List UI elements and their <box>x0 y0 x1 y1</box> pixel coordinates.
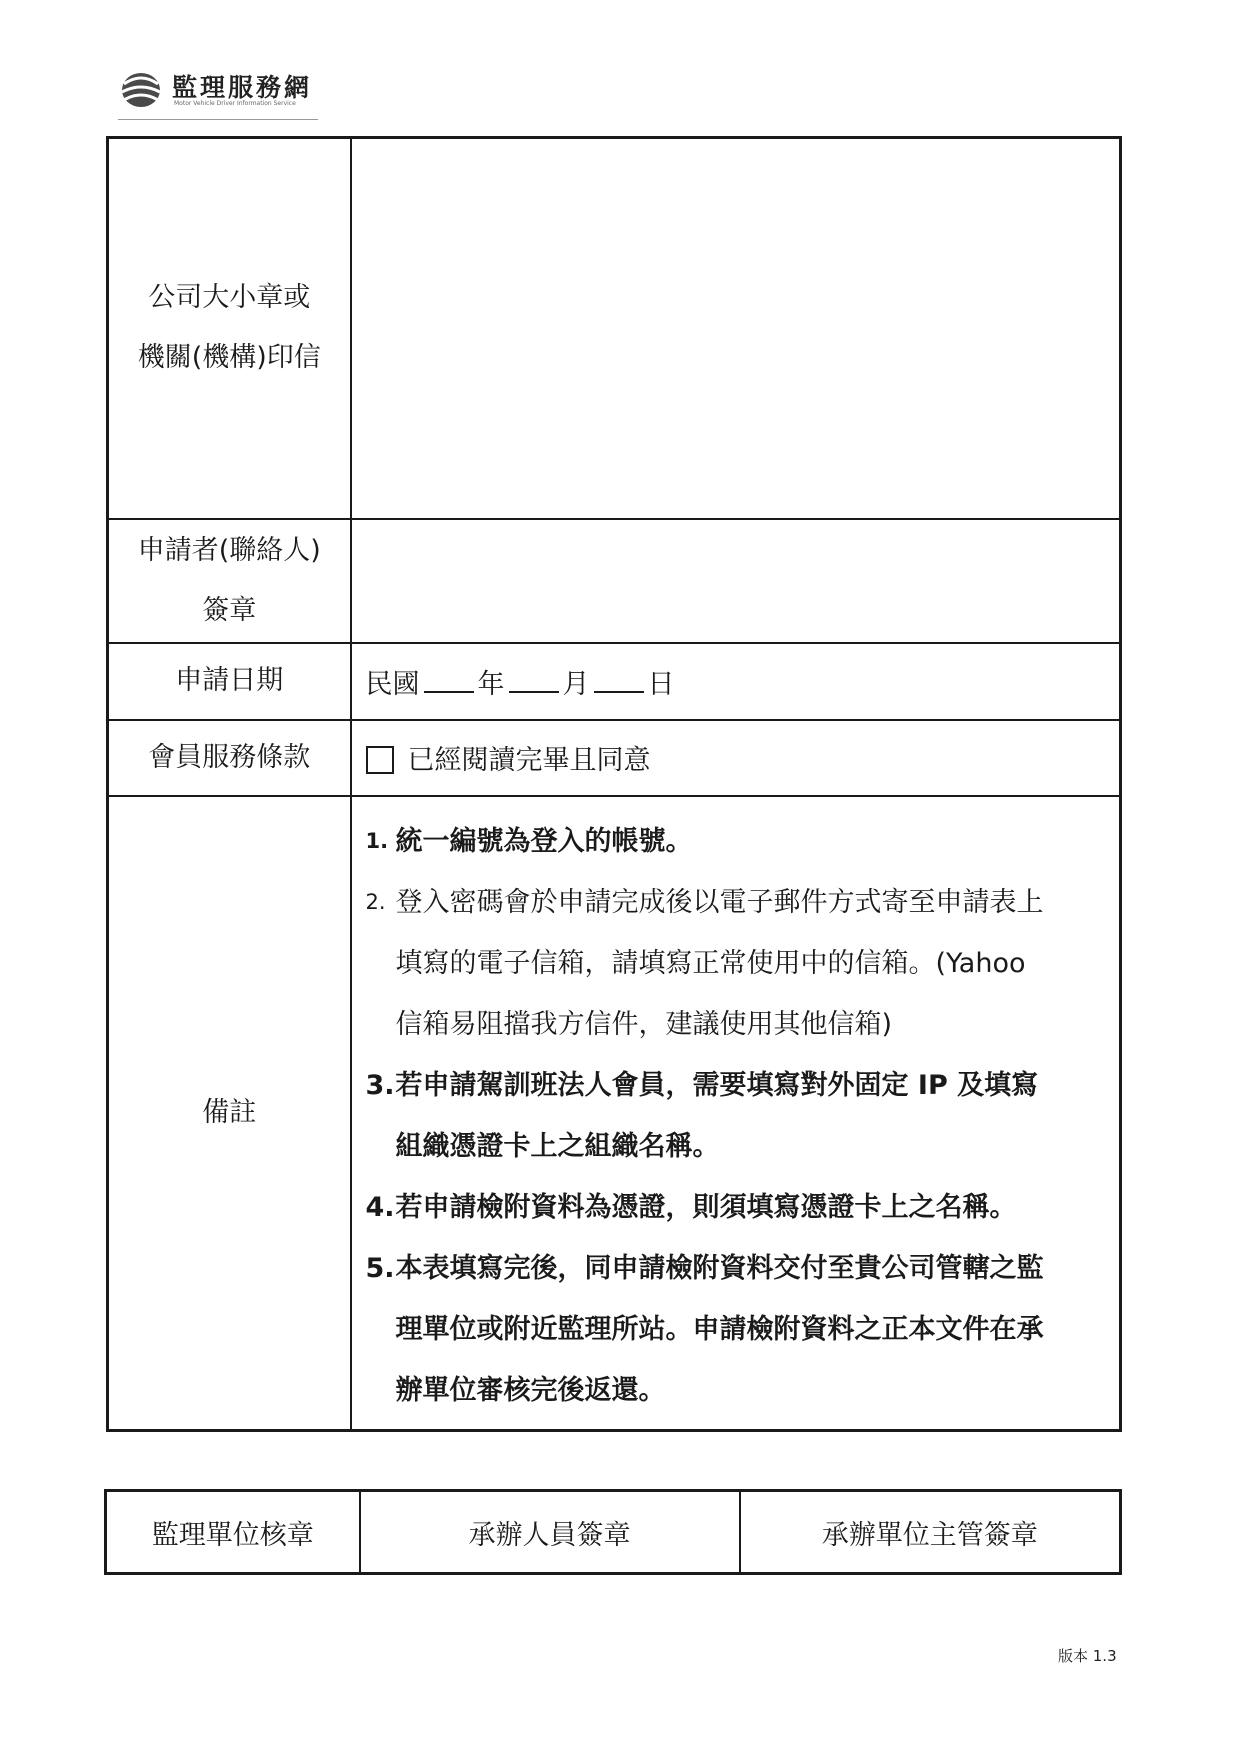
year-blank[interactable] <box>424 669 474 693</box>
note-item-5 <box>366 1238 1110 1421</box>
note-line: 統一編號為登入的帳號。 <box>395 825 693 857</box>
month-blank[interactable] <box>509 669 559 693</box>
seal-area[interactable] <box>351 138 1121 519</box>
terms-checkbox-label: 已經閱讀完畢且同意 <box>407 745 651 776</box>
logo-subtitle: Motor Vehicle Driver Information Service <box>174 100 296 107</box>
approval-cell-supervisory-seal[interactable]: 監理單位核章 <box>106 1491 360 1574</box>
note-item-4 <box>366 1177 1110 1238</box>
note-line: 信箱易阻擋我方信件，建議使用其他信箱) <box>395 1008 893 1040</box>
date-day-label: 日 <box>647 668 675 700</box>
note-line: 組織憑證卡上之組織名稱。 <box>395 1130 720 1162</box>
application-form-table <box>106 136 1122 1432</box>
note-number: 4. <box>365 1191 395 1223</box>
logo-title: 監理服務網 <box>172 73 313 102</box>
note-number: 3. <box>365 1069 395 1101</box>
note-item-2 <box>366 872 1110 1055</box>
version-label: 版本 1.3 <box>1058 1647 1117 1665</box>
applicant-row <box>108 519 1121 643</box>
applicant-label <box>108 519 351 643</box>
note-line: 辦單位審核完後返還。 <box>395 1374 666 1406</box>
date-label: 申請日期 <box>108 643 351 720</box>
approval-cell-handler-signature[interactable]: 承辦人員簽章 <box>360 1491 740 1574</box>
note-number: 1. <box>365 828 389 853</box>
seal-label <box>108 138 351 519</box>
site-logo <box>118 66 318 122</box>
note-line: 登入密碼會於申請完成後以電子郵件方式寄至申請表上 <box>395 886 1044 918</box>
note-item-1 <box>366 811 1110 872</box>
notes-row <box>108 796 1121 1431</box>
date-prefix: 民國 <box>365 668 420 700</box>
seal-label-line2: 機關(機構)印信 <box>137 342 321 374</box>
logo-divider <box>118 119 318 120</box>
approval-cell-manager-signature[interactable]: 承辦單位主管簽章 <box>740 1491 1121 1574</box>
terms-field <box>351 720 1121 796</box>
notes-label: 備註 <box>108 796 351 1431</box>
note-line: 若申請檢附資料為憑證，則須填寫憑證卡上之名稱。 <box>395 1191 1017 1223</box>
note-line: 理單位或附近監理所站。申請檢附資料之正本文件在承 <box>395 1313 1044 1345</box>
note-number: 2. <box>365 889 386 914</box>
approval-row <box>106 1491 1121 1574</box>
applicant-label-line2: 簽章 <box>202 594 257 626</box>
note-item-3 <box>366 1055 1110 1177</box>
date-field[interactable] <box>351 643 1121 720</box>
date-month-label: 月 <box>562 668 590 700</box>
notes-list <box>351 796 1121 1431</box>
note-line: 若申請駕訓班法人會員，需要填寫對外固定 IP 及填寫 <box>395 1069 1039 1101</box>
date-year-label: 年 <box>477 668 505 700</box>
seal-row <box>108 138 1121 519</box>
note-number: 5. <box>365 1252 395 1284</box>
terms-row <box>108 720 1121 796</box>
approval-table <box>104 1489 1122 1575</box>
applicant-signature-area[interactable] <box>351 519 1121 643</box>
note-line: 填寫的電子信箱，請填寫正常使用中的信箱。(Yahoo <box>395 947 1026 979</box>
globe-logo-icon <box>118 70 164 110</box>
date-row <box>108 643 1121 720</box>
note-line: 本表填寫完後，同申請檢附資料交付至貴公司管轄之監 <box>395 1252 1044 1284</box>
day-blank[interactable] <box>594 669 644 693</box>
terms-checkbox[interactable] <box>366 746 394 774</box>
applicant-label-line1: 申請者(聯絡人) <box>137 534 321 566</box>
terms-label: 會員服務條款 <box>108 720 351 796</box>
seal-label-line1: 公司大小章或 <box>148 282 311 314</box>
